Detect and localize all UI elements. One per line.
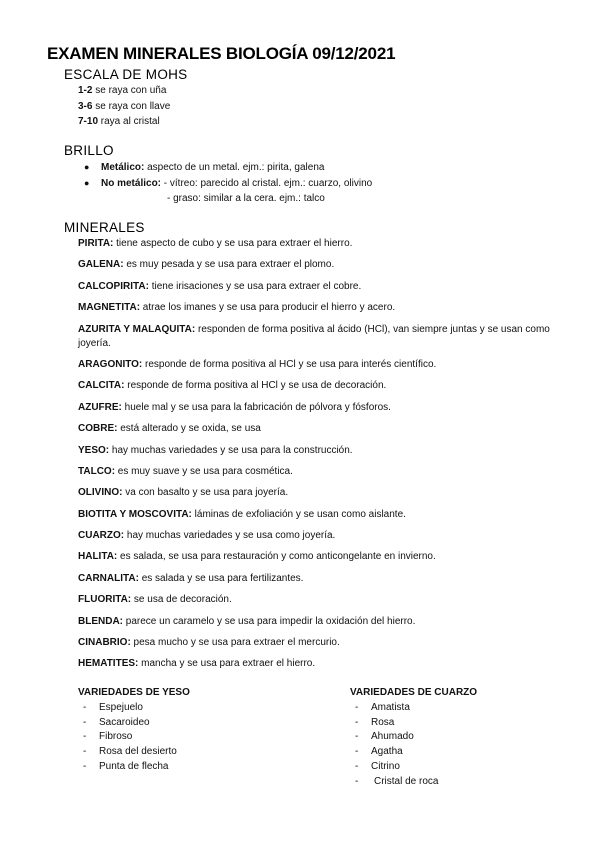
list-item bbox=[350, 775, 477, 790]
mineral-name: CALCOPIRITA: bbox=[78, 280, 149, 292]
list-item bbox=[78, 745, 190, 760]
mineral-item bbox=[78, 615, 568, 629]
mohs-text: raya al cristal bbox=[98, 116, 160, 127]
brillo-heading: BRILLO bbox=[64, 143, 114, 158]
dash-marker: - bbox=[355, 775, 359, 787]
brillo-item-no-metalico bbox=[82, 176, 372, 192]
variedades-cuarzo-heading: VARIEDADES DE CUARZO bbox=[350, 687, 478, 698]
mineral-name: CINABRIO: bbox=[78, 637, 131, 649]
mineral-name: CUARZO: bbox=[78, 530, 125, 542]
mineral-text: hay muchas variedades y se usa como joyería. bbox=[124, 530, 336, 542]
mineral-name: HALITA: bbox=[78, 551, 118, 563]
mohs-item bbox=[78, 83, 170, 99]
mineral-text: responde de forma positiva al HCl y se usa para interés científico. bbox=[142, 358, 437, 370]
brillo-text: aspecto de un metal. ejm.: pirita, galena bbox=[144, 162, 325, 173]
mineral-item bbox=[78, 379, 568, 393]
list-item bbox=[350, 701, 477, 716]
brillo-text: - graso: similar a la cera. ejm.: talco bbox=[167, 193, 325, 204]
dash-marker: - bbox=[83, 701, 87, 713]
dash-marker: - bbox=[83, 731, 87, 743]
list-item bbox=[350, 730, 477, 745]
dash-marker: - bbox=[355, 701, 359, 713]
mineral-name: CALCITA: bbox=[78, 380, 125, 392]
mineral-text: está alterado y se oxida, se usa bbox=[117, 423, 261, 435]
mohs-range: 3-6 bbox=[78, 100, 93, 112]
mineral-item bbox=[78, 401, 568, 415]
mineral-item bbox=[78, 636, 568, 650]
dash-marker: - bbox=[355, 716, 359, 728]
mineral-text: se usa de decoración. bbox=[131, 594, 232, 606]
page-title: EXAMEN MINERALES BIOLOGÍA 09/12/2021 bbox=[47, 44, 396, 63]
brillo-text: - vítreo: parecido al cristal. ejm.: cuarzo, olivino bbox=[161, 177, 373, 189]
mineral-text: es muy suave y se usa para cosmética. bbox=[115, 465, 293, 477]
mineral-item bbox=[78, 422, 568, 436]
mineral-item bbox=[78, 323, 568, 351]
mineral-text: es muy pesada y se usa para extraer el plomo. bbox=[123, 259, 335, 271]
mohs-item bbox=[78, 99, 170, 115]
mineral-item bbox=[78, 486, 568, 500]
mineral-name: HEMATITES: bbox=[78, 658, 139, 670]
minerales-heading: MINERALES bbox=[64, 220, 145, 235]
list-item-text: Ahumado bbox=[371, 731, 414, 743]
list-item-text: Cristal de roca bbox=[374, 775, 439, 787]
mineral-name: CARNALITA: bbox=[78, 572, 139, 584]
mineral-name: OLIVINO: bbox=[78, 487, 123, 499]
mineral-text: tiene aspecto de cubo y se usa para extraer el hierro. bbox=[113, 238, 353, 249]
mineral-name: AZURITA Y MALAQUITA: bbox=[78, 323, 196, 335]
mineral-text: hay muchas variedades y se usa para la construcción. bbox=[109, 444, 353, 456]
mohs-list bbox=[78, 83, 170, 130]
mineral-text: es salada, se usa para restauración y como anticongelante en invierno. bbox=[117, 551, 436, 563]
mineral-text: atrae los imanes y se usa para producir el hierro y acero. bbox=[140, 302, 396, 314]
mineral-name: ARAGONITO: bbox=[78, 358, 143, 370]
mohs-range: 7-10 bbox=[78, 116, 99, 127]
mineral-text: parece un caramelo y se usa para impedir la oxidación del hierro. bbox=[123, 615, 416, 627]
mineral-name: AZUFRE: bbox=[78, 401, 122, 413]
mineral-name: FLUORITA: bbox=[78, 594, 132, 606]
mineral-name: BLENDA: bbox=[78, 615, 123, 627]
list-item-text: Agatha bbox=[371, 746, 403, 758]
mineral-name: MAGNETITA: bbox=[78, 302, 141, 314]
brillo-item-continuation bbox=[82, 191, 372, 207]
variedades-cuarzo bbox=[350, 686, 477, 790]
list-item-text: Espejuelo bbox=[99, 701, 143, 713]
mohs-text: se raya con llave bbox=[92, 100, 171, 112]
mineral-text: mancha y se usa para extraer el hierro. bbox=[138, 658, 316, 670]
list-item-text: Punta de flecha bbox=[99, 760, 169, 772]
mineral-item bbox=[78, 258, 568, 272]
bullet-icon: ● bbox=[84, 162, 90, 172]
mineral-name: TALCO: bbox=[78, 465, 116, 477]
minerales-list bbox=[78, 237, 568, 679]
mohs-range: 1-2 bbox=[78, 85, 93, 96]
mohs-heading: ESCALA DE MOHS bbox=[64, 67, 188, 82]
dash-marker: - bbox=[83, 746, 87, 758]
mineral-name: YESO: bbox=[78, 444, 110, 456]
mineral-text: huele mal y se usa para la fabricación de pólvora y fósforos. bbox=[121, 401, 391, 413]
mineral-item bbox=[78, 572, 568, 586]
mineral-item bbox=[78, 593, 568, 607]
bullet-icon: ● bbox=[84, 177, 90, 188]
brillo-list bbox=[82, 160, 372, 207]
brillo-item-metalico bbox=[82, 160, 372, 176]
list-item bbox=[350, 760, 477, 775]
mineral-item bbox=[78, 657, 568, 671]
mineral-item bbox=[78, 358, 568, 372]
mineral-item bbox=[78, 465, 568, 479]
mineral-text: va con basalto y se usa para joyería. bbox=[122, 487, 289, 499]
list-item bbox=[78, 730, 190, 745]
mineral-text: tiene irisaciones y se usa para extraer el cobre. bbox=[148, 280, 362, 292]
list-item-text: Sacaroideo bbox=[99, 716, 150, 728]
list-item bbox=[350, 716, 477, 731]
mineral-item bbox=[78, 550, 568, 564]
mineral-item bbox=[78, 301, 568, 315]
list-item-text: Rosa bbox=[371, 716, 395, 728]
brillo-label: Metálico: bbox=[101, 162, 145, 173]
mineral-text: responde de forma positiva al HCl y se usa de decoración. bbox=[124, 380, 387, 392]
list-item bbox=[78, 716, 190, 731]
mohs-text: se raya con uña bbox=[92, 85, 167, 96]
list-item-text: Fibroso bbox=[99, 731, 133, 743]
dash-marker: - bbox=[355, 731, 359, 743]
dash-marker: - bbox=[355, 760, 359, 772]
list-item bbox=[350, 745, 477, 760]
mineral-text: responden de forma positiva al ácido (HCl), van siempre juntas y se usan como joyería. bbox=[78, 323, 550, 349]
mineral-text: es salada y se usa para fertilizantes. bbox=[138, 572, 304, 584]
variedades-yeso-heading: VARIEDADES DE YESO bbox=[78, 687, 190, 698]
list-item-text: Rosa del desierto bbox=[99, 746, 177, 758]
mineral-item bbox=[78, 508, 568, 522]
mineral-name: GALENA: bbox=[78, 259, 124, 271]
mineral-name: COBRE: bbox=[78, 423, 118, 435]
list-item bbox=[78, 760, 190, 775]
mineral-item bbox=[78, 529, 568, 543]
dash-marker: - bbox=[355, 746, 359, 758]
mohs-item bbox=[78, 114, 170, 130]
mineral-item bbox=[78, 280, 568, 294]
variedades-yeso bbox=[78, 686, 190, 775]
dash-marker: - bbox=[83, 716, 87, 728]
list-item bbox=[78, 701, 190, 716]
brillo-label: No metálico: bbox=[101, 177, 162, 189]
mineral-item bbox=[78, 237, 568, 251]
mineral-text: láminas de exfoliación y se usan como aislante. bbox=[191, 508, 406, 520]
list-item-text: Amatista bbox=[371, 701, 410, 713]
dash-marker: - bbox=[83, 760, 87, 772]
mineral-text: pesa mucho y se usa para extraer el mercurio. bbox=[130, 637, 340, 649]
mineral-name: BIOTITA Y MOSCOVITA: bbox=[78, 508, 192, 520]
mineral-item bbox=[78, 444, 568, 458]
mineral-name: PIRITA: bbox=[78, 238, 114, 249]
list-item-text: Citrino bbox=[371, 760, 400, 772]
